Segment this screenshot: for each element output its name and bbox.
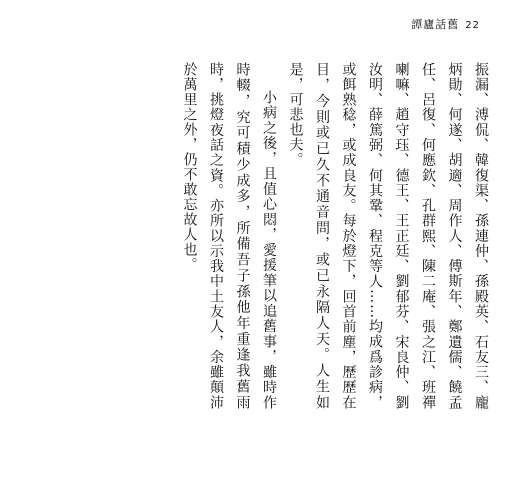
running-header (411, 16, 480, 32)
page-number: 22 (465, 20, 480, 31)
paragraph-continuation: 振漏、溥侃、韓復渠、孫連仲、孫殿英、石友三、龐炳勛、何遂、胡適、周作人、傅斯年、鄭遺儒、饒孟任、呂復、何應欽、孔群熙、陳二庵、張之江、班禪喇嘛、趙守珏、德王、王正廷、劉郁芬、宋良仲、劉汝明、薛篤弼、何其鞏、程克等人……均成爲診病，或餌熟稔，或成良友。每於燈下，回首前塵，歷歷在目，今則或已久不通音問，或已永隔人天。人生如是，可悲也夫。 (287, 62, 489, 410)
vertical-text-body (44, 62, 494, 410)
paragraph: 小病之後，且值心悶，愛援筆以追舊事，雖時作時輟，究可積少成多，所備吾子孫他年重逢我舊雨時，挑燈夜話之資。亦所以示我中土友人，余雖顛沛於萬里之外，仍不敢忘故人也。 (181, 62, 277, 410)
book-title: 譚廬話舊 (411, 18, 460, 31)
